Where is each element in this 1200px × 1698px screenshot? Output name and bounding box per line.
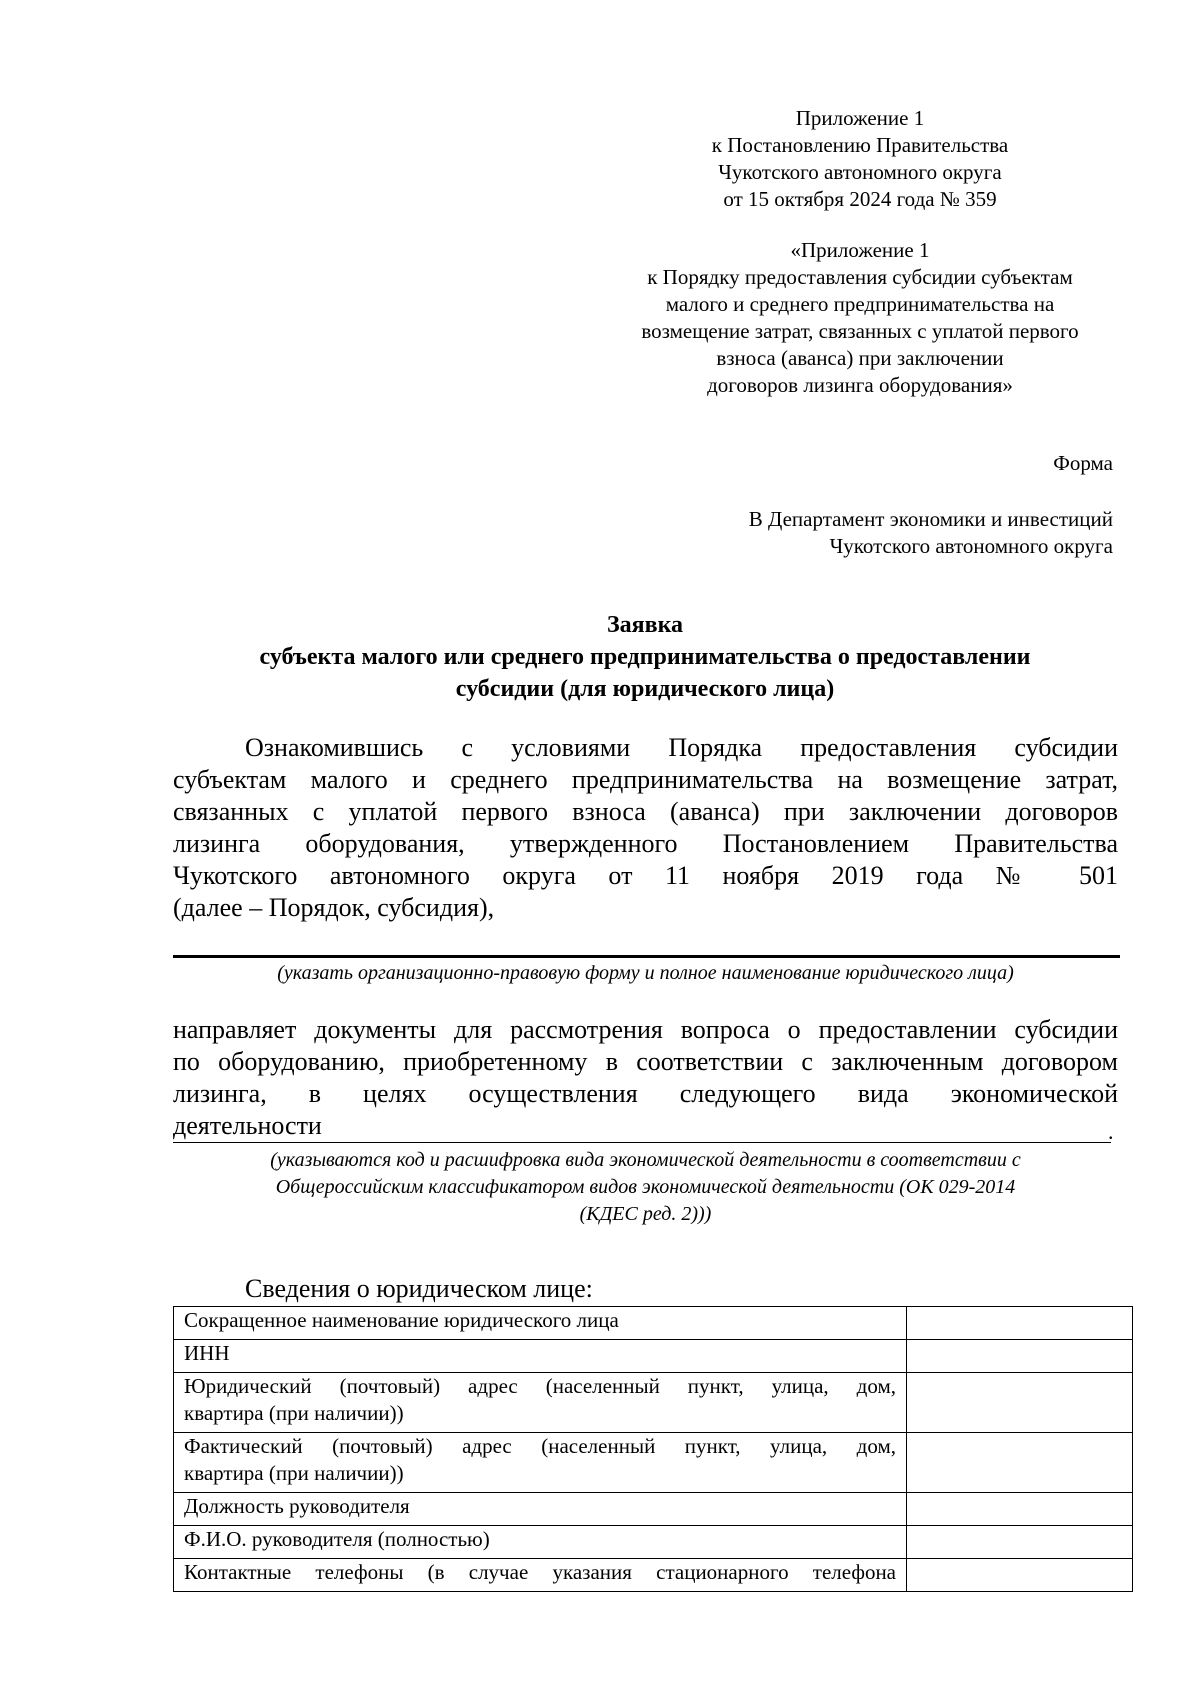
row-label: Ф.И.О. руководителя (полностью) — [174, 1526, 907, 1559]
row-label-line: Фактический (почтовый) адрес (населенный пункт, улица, дом, — [184, 1434, 896, 1458]
appendix-1-line: к Постановлению Правительства — [711, 133, 1009, 157]
document-title — [170, 609, 1120, 705]
row-value-field[interactable] — [907, 1526, 1133, 1559]
row-label: ИНН — [174, 1340, 907, 1373]
row-value-field[interactable] — [907, 1493, 1133, 1526]
row-value-field[interactable] — [907, 1559, 1133, 1592]
appendix-2-line: договоров лизинга оборудования» — [707, 373, 1013, 397]
request-line: деятельности — [173, 1111, 322, 1140]
appendix-1-line: Чукотского автономного округа — [718, 160, 1002, 184]
request-paragraph — [173, 1014, 1118, 1142]
row-label — [174, 1433, 907, 1493]
intro-paragraph — [173, 732, 1118, 924]
table-row — [174, 1433, 1133, 1493]
request-line: по оборудованию, приобретенному в соответствии с заключенным договором — [173, 1047, 1118, 1076]
row-value-field[interactable] — [907, 1340, 1133, 1373]
appendix-1-line: от 15 октября 2024 года № 359 — [723, 187, 997, 211]
activity-line-end: . — [1108, 1119, 1114, 1144]
activity-line — [173, 1142, 1111, 1143]
row-label: Сокращенное наименование юридического лица — [174, 1307, 907, 1340]
request-line: направляет документы для рассмотрения вопроса о предоставлении субсидии — [173, 1015, 1118, 1044]
appendix-2-line: взноса (аванса) при заключении — [716, 346, 1004, 370]
appendix-2-line: малого и среднего предпринимательства на — [665, 292, 1055, 316]
intro-line: связанных с уплатой первого взноса (аванса) при заключении договоров — [173, 797, 1118, 826]
form-label: Форма — [1053, 451, 1113, 475]
row-label-line: квартира (при наличии)) — [184, 1461, 404, 1485]
addressee-line: Чукотского автономного округа — [829, 534, 1113, 558]
appendix-2-line: «Приложение 1 — [790, 238, 930, 262]
section-title: Сведения о юридическом лице: — [245, 1274, 593, 1303]
intro-line: Чукотского автономного округа от 11 ноября 2019 года № 501 — [173, 861, 1118, 890]
table-row — [174, 1307, 1133, 1340]
intro-line: Ознакомившись с условиями Порядка предоставления субсидии — [245, 733, 1118, 762]
row-value-field[interactable] — [907, 1307, 1133, 1340]
organization-name-line — [173, 955, 1120, 958]
appendix-1-line: Приложение 1 — [795, 106, 925, 130]
okved-caption-line: (указываются код и расшифровка вида экономической деятельности в соответствии с — [270, 1149, 1021, 1171]
title-line: субъекта малого или среднего предпринимательства о предоставлении — [259, 644, 1031, 670]
appendix-2-line: возмещение затрат, связанных с уплатой первого — [641, 319, 1079, 343]
intro-line: (далее – Порядок, субсидия), — [173, 893, 495, 922]
table-row — [174, 1559, 1133, 1592]
table-row — [174, 1373, 1133, 1433]
okved-caption-line: Общероссийским классификатором видов экономической деятельности (ОК 029-2014 — [275, 1176, 1016, 1198]
appendix-2-line: к Порядку предоставления субсидии субъектам — [647, 265, 1073, 289]
organization-caption-text: (указать организационно-правовую форму и полное наименование юридического лица) — [277, 962, 1014, 984]
legal-entity-table — [173, 1306, 1133, 1592]
table-row — [174, 1526, 1133, 1559]
row-label-line: Юридический (почтовый) адрес (населенный пункт, улица, дом, — [184, 1374, 896, 1398]
table-row — [174, 1493, 1133, 1526]
row-label — [174, 1373, 907, 1433]
row-label: Должность руководителя — [174, 1493, 907, 1526]
request-line: лизинга, в целях осуществления следующего вида экономической — [173, 1079, 1118, 1108]
appendix-1-block — [600, 105, 1120, 213]
intro-line: субъектам малого и среднего предпринимательства на возмещение затрат, — [173, 765, 1118, 794]
organization-caption — [173, 960, 1118, 987]
okved-caption — [173, 1147, 1118, 1228]
row-value-field[interactable] — [907, 1373, 1133, 1433]
row-value-field[interactable] — [907, 1433, 1133, 1493]
okved-caption-line: (КДЕС ред. 2))) — [579, 1203, 712, 1225]
table-row — [174, 1340, 1133, 1373]
addressee-line: В Департамент экономики и инвестиций — [748, 507, 1113, 531]
intro-line: лизинга оборудования, утвержденного Постановлением Правительства — [173, 829, 1118, 858]
title-line: Заявка — [606, 612, 684, 638]
row-label-line: Контактные телефоны (в случае указания стационарного телефона — [184, 1560, 896, 1584]
row-label-line: квартира (при наличии)) — [184, 1401, 404, 1425]
appendix-2-block — [600, 237, 1120, 399]
row-label — [174, 1559, 907, 1592]
title-line: субсидии (для юридического лица) — [455, 676, 835, 702]
